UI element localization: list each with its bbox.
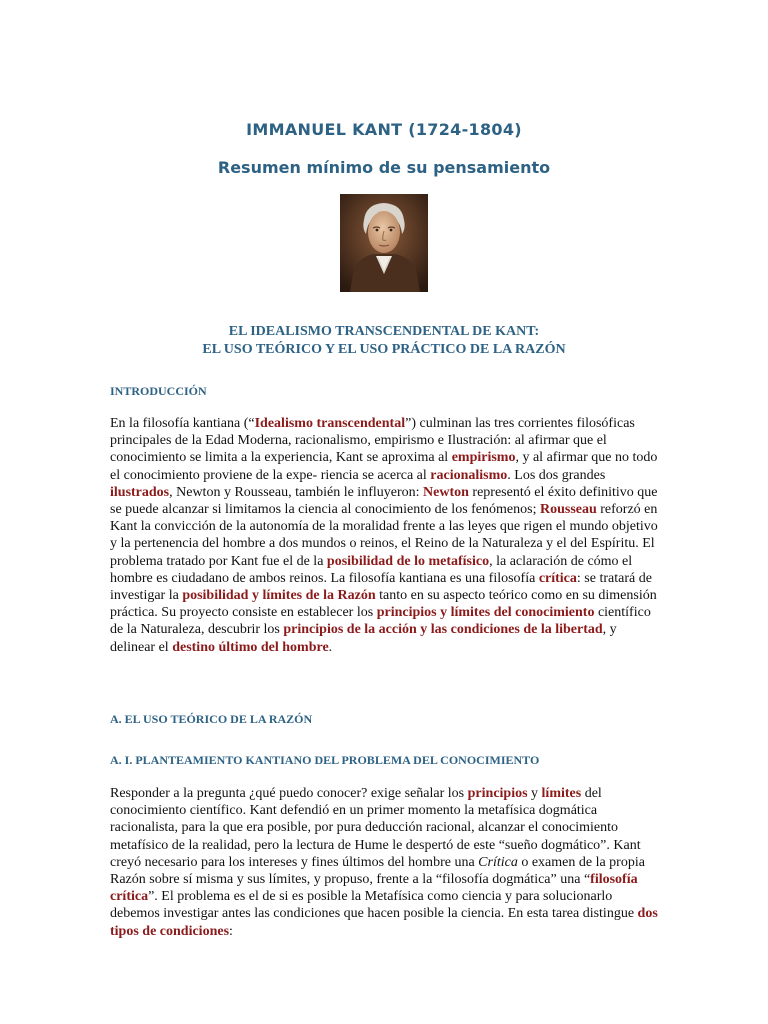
highlight-term: principios de la acción y las condiciones de la libertad [283,622,603,638]
section-a-heading: A. EL USO TEÓRICO DE LA RAZÓN [110,712,313,726]
highlight-term: Newton [423,484,469,500]
intro-heading: INTRODUCCIÓN [110,384,207,398]
highlight-term: racionalismo [430,467,508,483]
intro-paragraph: En la filosofía kantiana (“Idealismo transcendental”) culminan las tres corrientes filosóficas principales de la Edad Moderna, racionalismo, empirismo e Ilustración: al afirmar que el conocimiento se limita a la experiencia, Kant se aproxima al empirismo, y al afirmar que no todo el conocimiento proviene de la expe- riencia se acerca al racionalismo. Los dos grandes ilustrados, Newton y Rousseau, también le influyeron: Newton representó el éxito definitivo que se puede alcanzar si limitamos la ciencia al conocimiento de los fenómenos; Rousseau reforzó en Kant la convicción de la autonomía de la moralidad frente a las leyes que rigen el mundo objetivo y la pertenencia del hombre a dos mundos o reinos, el Reino de la Naturaleza y el del Espíritu. El problema tratado por Kant fue el de la posibilidad de lo metafísico, la aclaración de cómo el hombre es ciudadano de ambos reinos. La filosofía kantiana es una filosofía crítica: se tratará de investigar la posibilidad y límites de la Razón tanto en su aspecto teórico como en su dimensión práctica. Su proyecto consiste en establecer los principios y límites del conocimiento científico de la Naturaleza, descubrir los principios de la acción y las condiciones de la libertad, y delinear el destino último del hombre. [110,416,658,655]
highlight-term: destino último del hombre [172,639,329,655]
highlight-term: ilustrados [110,484,170,500]
highlight-term: límites [541,786,582,801]
highlight-term: empirismo [451,450,516,466]
highlight-term: Idealismo transcendental [254,416,406,431]
highlight-term: filosofía crítica [110,872,638,905]
highlight-term: posibilidad de lo metafísico [326,553,490,569]
section-title-line-2: EL USO TEÓRICO Y EL USO PRÁCTICO DE LA RAZÓN [202,342,566,357]
highlight-term: Rousseau [539,502,597,518]
document-subtitle: Resumen mínimo de su pensamiento [217,158,551,177]
highlight-term: principios y límites del conocimiento [376,605,595,621]
highlight-term: crítica [538,570,577,586]
section-a1-heading: A. I. PLANTEAMIENTO KANTIANO DEL PROBLEMA DEL CONOCIMIENTO [110,753,540,767]
highlight-term: posibilidad y límites de la Razón [182,588,376,604]
section-a1-paragraph: Responder a la pregunta ¿qué puedo conocer? exige señalar los principios y límites del conocimiento científico. Kant defendió en un primer momento la metafísica dogmática racionalista, para la que era posible, por pura deducción racional, alcanzar el conocimiento metafísico de la realidad, pero la lectura de Hume le despertó de este “sueño dogmático”. Kant creyó necesario para los intereses y fines últimos del hombre una Crítica o examen de la propia Razón sobre sí misma y sus límites, y propuso, frente a la “filosofía dogmática” una “filosofía crítica”. El problema es el de si es posible la Metafísica como ciencia y para solucionarlo debemos investigar antes las condiciones que hacen posible la ciencia. En esta tarea distingue dos tipos de condiciones: [110,786,658,939]
italic-term: Crítica [478,854,518,870]
document-title: IMMANUEL KANT (1724-1804) [246,120,522,139]
portrait-image [340,194,428,292]
highlight-term: dos tipos de condiciones [110,906,658,939]
highlight-term: principios [467,786,528,801]
section-title-line-1: EL IDEALISMO TRANSCENDENTAL DE KANT: [228,324,540,339]
